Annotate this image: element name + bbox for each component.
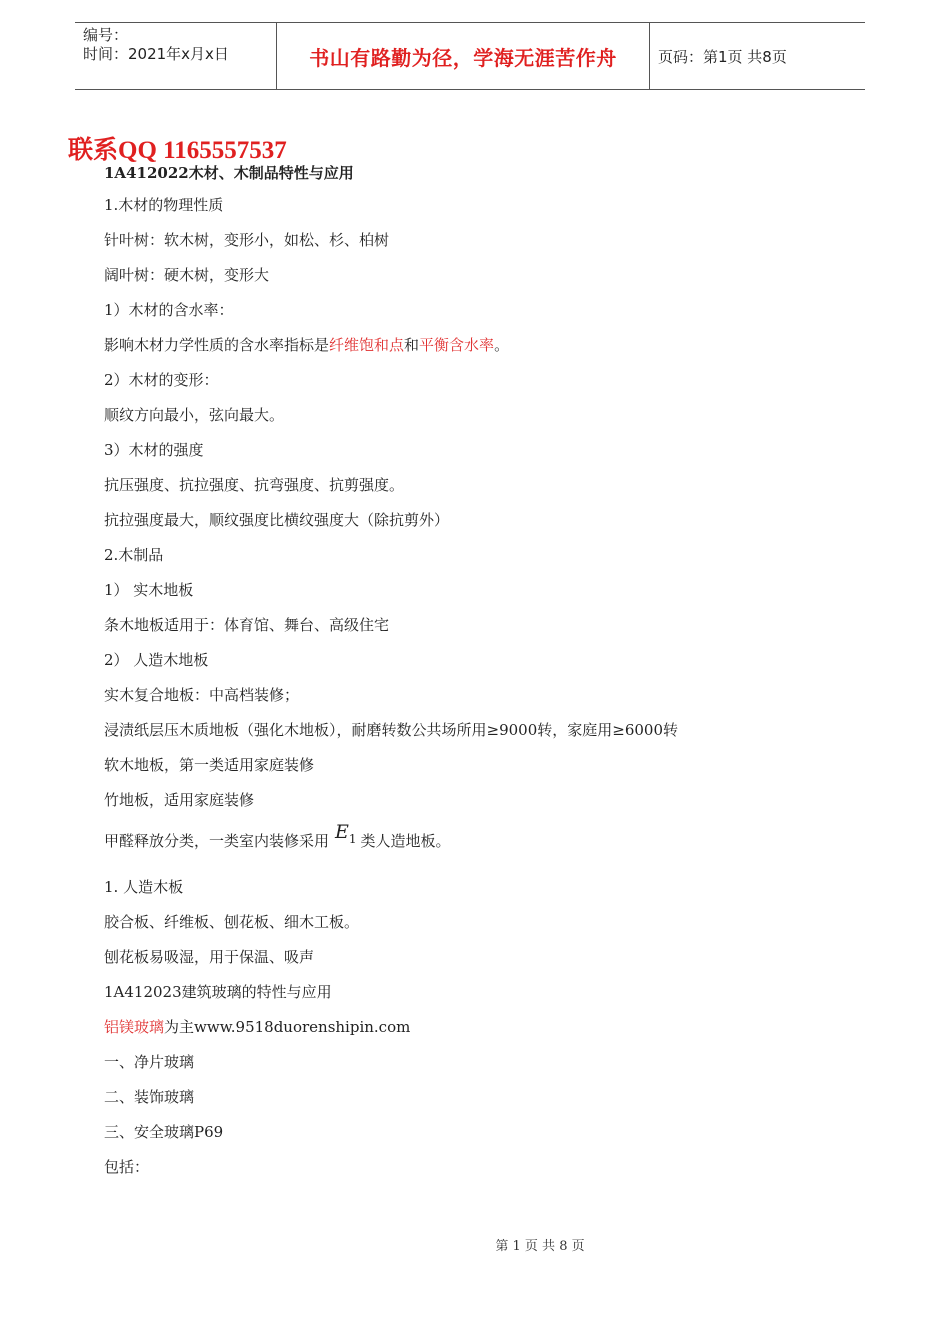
text-line-formula	[104, 820, 824, 872]
text-line: 1） 实木地板	[104, 581, 194, 599]
text-line: 浸渍纸层压木质地板（强化木地板），耐磨转数公共场所用≥9000转，家庭用≥6000转	[104, 721, 678, 739]
text-line: 抗拉强度最大，顺纹强度比横纹强度大（除抗剪外）	[104, 511, 450, 529]
document-body	[104, 158, 824, 1187]
formula-subscript: 1	[348, 831, 357, 846]
text-line: 三、安全玻璃P69	[104, 1123, 224, 1141]
page-info: 页码：第1页 共8页	[658, 47, 787, 66]
text-line: 阔叶树：硬木树，变形大	[104, 266, 270, 284]
text-line: 2.木制品	[104, 546, 164, 564]
text-line: 1.木材的物理性质	[104, 196, 224, 214]
text-span: 影响木材力学性质的含水率指标是	[104, 336, 330, 354]
text-line: 2）木材的变形：	[104, 371, 219, 389]
contact-qq: 联系QQ 1165557537	[68, 137, 287, 164]
formula-symbol: E	[335, 821, 349, 843]
text-span: 和	[404, 336, 420, 354]
text-line	[104, 1012, 824, 1047]
text-span: 。	[494, 336, 510, 354]
text-line: 1）木材的含水率：	[104, 301, 234, 319]
text-line: 2） 人造木地板	[104, 651, 209, 669]
header-left-cell	[75, 23, 276, 89]
text-line: 刨花板易吸湿，用于保温、吸声	[104, 948, 315, 966]
text-line: 胶合板、纤维板、刨花板、细木工板。	[104, 913, 360, 931]
text-line: 二、装饰玻璃	[104, 1088, 195, 1106]
text-line: 包括：	[104, 1158, 150, 1176]
header-table	[75, 22, 865, 90]
time-label: 时间：2021年x月x日	[83, 45, 229, 63]
page-footer: 第 1 页 共 8 页	[495, 1239, 585, 1254]
motto: 书山有路勤为径，学海无涯苦作舟	[276, 23, 650, 89]
text-line	[104, 330, 824, 365]
highlight-equilibrium-moisture: 平衡含水率	[419, 336, 495, 354]
text-line: 竹地板，适用家庭装修	[104, 791, 255, 809]
highlight-aluminum-magnesium-glass: 铝镁玻璃	[104, 1018, 165, 1036]
text-line: 一、净片玻璃	[104, 1053, 195, 1071]
text-line: 顺纹方向最小，弦向最大。	[104, 406, 285, 424]
text-line: 3）木材的强度	[104, 441, 204, 459]
text-span: 类人造地板。	[360, 832, 451, 850]
text-line: 1. 人造木板	[104, 878, 184, 896]
text-span: 甲醛释放分类，一类室内装修采用	[104, 832, 330, 850]
formula-e1	[335, 812, 357, 859]
text-line: 针叶树：软木树，变形小，如松、杉、柏树	[104, 231, 390, 249]
section-title: 1A412022木材、木制品特性与应用	[104, 164, 354, 182]
number-label: 编号：	[83, 26, 129, 44]
highlight-fiber-saturation: 纤维饱和点	[329, 336, 405, 354]
text-line: 抗压强度、抗拉强度、抗弯强度、抗剪强度。	[104, 476, 405, 494]
text-line: 条木地板适用于：体育馆、舞台、高级住宅	[104, 616, 390, 634]
text-span: 为主www.9518duorenshipin.com	[164, 1018, 411, 1036]
text-line: 软木地板，第一类适用家庭装修	[104, 756, 315, 774]
text-line: 1A412023建筑玻璃的特性与应用	[104, 983, 332, 1001]
text-line: 实木复合地板：中高档装修；	[104, 686, 300, 704]
